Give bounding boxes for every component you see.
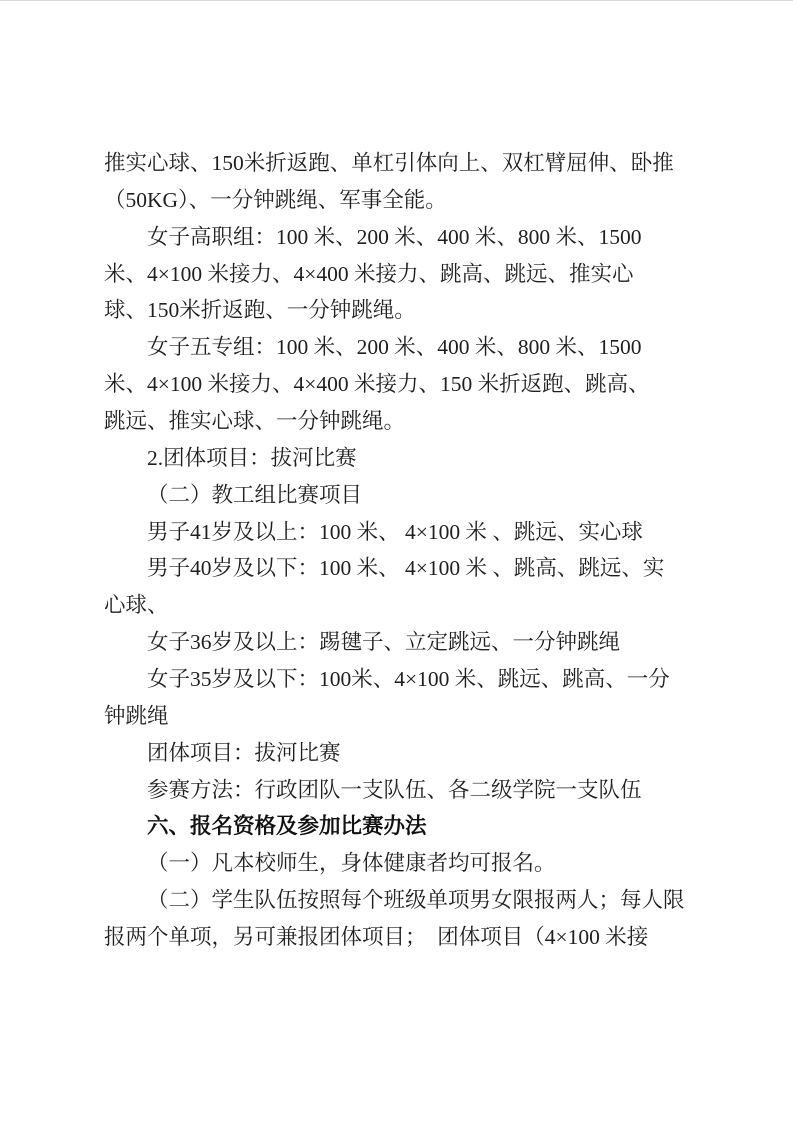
- doc-line: （二）学生队伍按照每个班级单项男女限报两人；每人限: [147, 888, 685, 913]
- section-heading: 六、报名资格及参加比赛办法: [147, 814, 427, 839]
- doc-line: （一）凡本校师生，身体健康者均可报名。: [147, 851, 556, 876]
- doc-line: 女子36岁及以上：踢毽子、立定跳远、一分钟跳绳: [147, 630, 621, 655]
- doc-line: 跳远、推实心球、一分钟跳绳。: [104, 409, 406, 434]
- doc-line: 2.团体项目：拔河比赛: [147, 445, 357, 470]
- doc-line: （二）教工组比赛项目: [147, 482, 363, 507]
- doc-line: （50KG）、一分钟跳绳、军事全能。: [104, 187, 447, 212]
- document-body: [104, 145, 704, 956]
- doc-line: 球、150米折返跑、一分钟跳绳。: [104, 298, 416, 323]
- doc-line: 团体项目：拔河比赛: [147, 740, 341, 765]
- doc-line: 男子41岁及以上：100 米、 4×100 米 、跳远、实心球: [147, 519, 643, 544]
- doc-line: 报两个单项，另可兼报团体项目； 团体项目（4×100 米接: [104, 925, 649, 950]
- doc-line: 米、4×100 米接力、4×400 米接力、150 米折返跑、跳高、: [104, 372, 650, 397]
- doc-line: 心球、: [104, 593, 169, 618]
- doc-line: 女子五专组：100 米、200 米、400 米、800 米、1500: [147, 335, 642, 360]
- doc-line: 女子35岁及以下：100米、4×100 米、跳远、跳高、一分: [147, 667, 670, 692]
- doc-line: 推实心球、150米折返跑、单杠引体向上、双杠臂屈伸、卧推: [104, 151, 674, 175]
- doc-line: 参赛方法：行政团队一支队伍、各二级学院一支队伍: [147, 777, 642, 802]
- doc-line: 男子40岁及以下：100 米、 4×100 米 、跳高、跳远、实: [147, 556, 665, 581]
- doc-line: 米、4×100 米接力、4×400 米接力、跳高、跳远、推实心: [104, 261, 634, 286]
- doc-line: 女子高职组：100 米、200 米、400 米、800 米、1500: [147, 224, 642, 249]
- doc-line: 钟跳绳: [104, 703, 169, 728]
